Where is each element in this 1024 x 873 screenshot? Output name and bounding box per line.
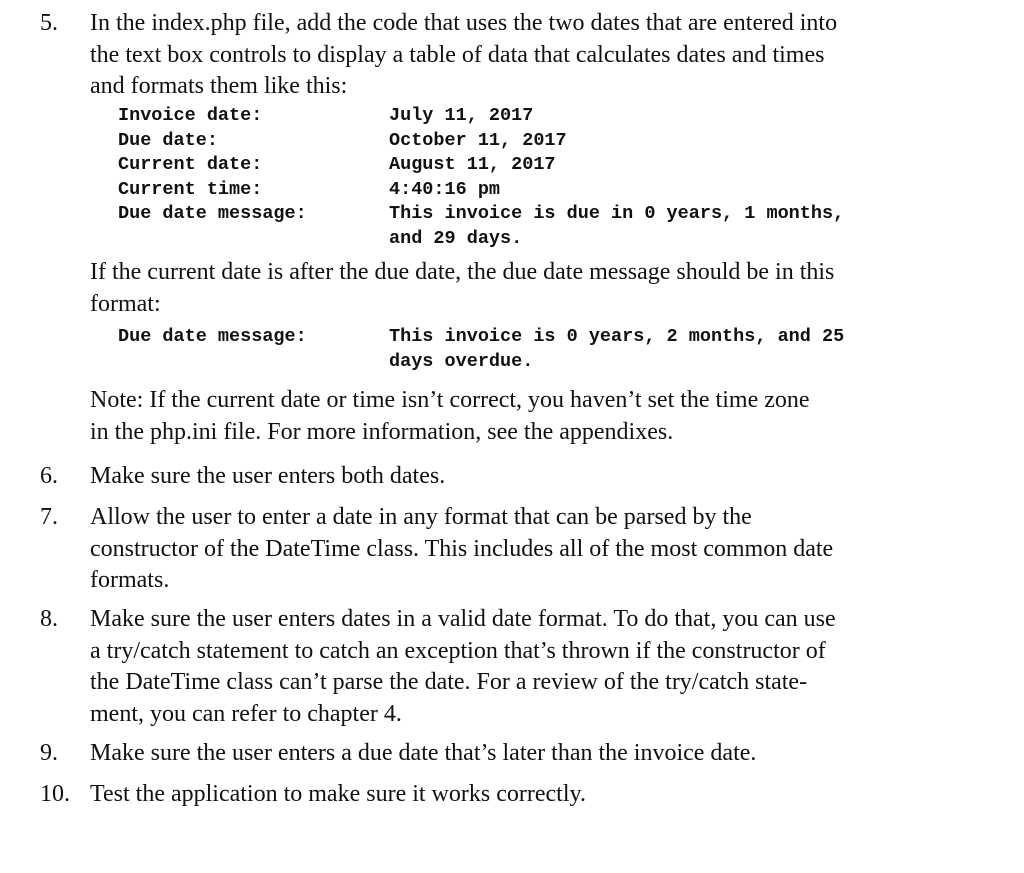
row-value: October 11, 2017 (389, 129, 567, 151)
step-text (90, 461, 1000, 493)
text-line: a try/catch statement to catch an exception that’s thrown if the constructor of (90, 637, 826, 664)
row-value: days overdue. (389, 350, 534, 372)
text-line: Make sure the user enters a due date that’s later than the invoice date. (90, 740, 757, 766)
row-value: July 11, 2017 (389, 105, 534, 126)
text-line: If the current date is after the due date, the due date message should be in this (90, 259, 835, 285)
text-line: format: (90, 290, 161, 317)
step-text (90, 502, 1000, 597)
text-line: and formats them like this: (90, 73, 348, 99)
step-number: 9. (40, 740, 58, 766)
text-line: constructor of the DateTime class. This includes all of the most common date (90, 535, 834, 562)
row-label: Invoice date: (118, 105, 263, 126)
row-label: Due date message: (118, 326, 307, 347)
text-line: the DateTime class can’t parse the date. For a review of the try/catch state- (90, 669, 808, 695)
note-paragraph (90, 385, 1000, 448)
table-row (0, 129, 1024, 154)
text-line: In the index.php file, add the code that uses the two dates that are entered into (90, 10, 838, 36)
row-value: This invoice is 0 years, 2 months, and 25 (389, 326, 845, 347)
text-line: in the php.ini file. For more information, see the appendixes. (90, 418, 674, 445)
text-line: Make sure the user enters both dates. (90, 463, 446, 489)
table-row (0, 202, 1024, 227)
overdue-paragraph (90, 257, 1000, 320)
table-row (0, 104, 1024, 129)
row-value: August 11, 2017 (389, 154, 556, 175)
row-value: This invoice is due in 0 years, 1 months, (389, 203, 845, 224)
table-row (0, 153, 1024, 178)
table-row-continued (0, 350, 1024, 375)
step-text (90, 8, 1000, 103)
row-value: 4:40:16 pm (389, 178, 501, 200)
text-line: ment, you can refer to chapter 4. (90, 700, 402, 727)
row-value: and 29 days. (389, 227, 523, 249)
text-line: Note: If the current date or time isn’t correct, you haven’t set the time zone (90, 387, 810, 413)
step-text (90, 779, 1000, 811)
table-row-continued (0, 227, 1024, 252)
text-line: Allow the user to enter a date in any format that can be parsed by the (90, 504, 752, 530)
step-number: 10. (40, 781, 70, 807)
table-row (0, 325, 1024, 350)
table-row (0, 178, 1024, 203)
step-number: 7. (40, 504, 58, 530)
row-label: Due date: (118, 129, 218, 151)
text-line: Test the application to make sure it works correctly. (90, 781, 586, 807)
step-text (90, 738, 1000, 770)
row-label: Current date: (118, 154, 263, 175)
step-text (90, 604, 1000, 730)
text-line: the text box controls to display a table of data that calculates dates and times (90, 41, 825, 68)
text-line: formats. (90, 567, 170, 593)
step-number: 5. (40, 10, 58, 36)
text-line: Make sure the user enters dates in a valid date format. To do that, you can use (90, 606, 836, 632)
step-number: 8. (40, 606, 58, 632)
row-label: Current time: (118, 178, 263, 200)
row-label: Due date message: (118, 203, 307, 224)
step-number: 6. (40, 463, 58, 489)
